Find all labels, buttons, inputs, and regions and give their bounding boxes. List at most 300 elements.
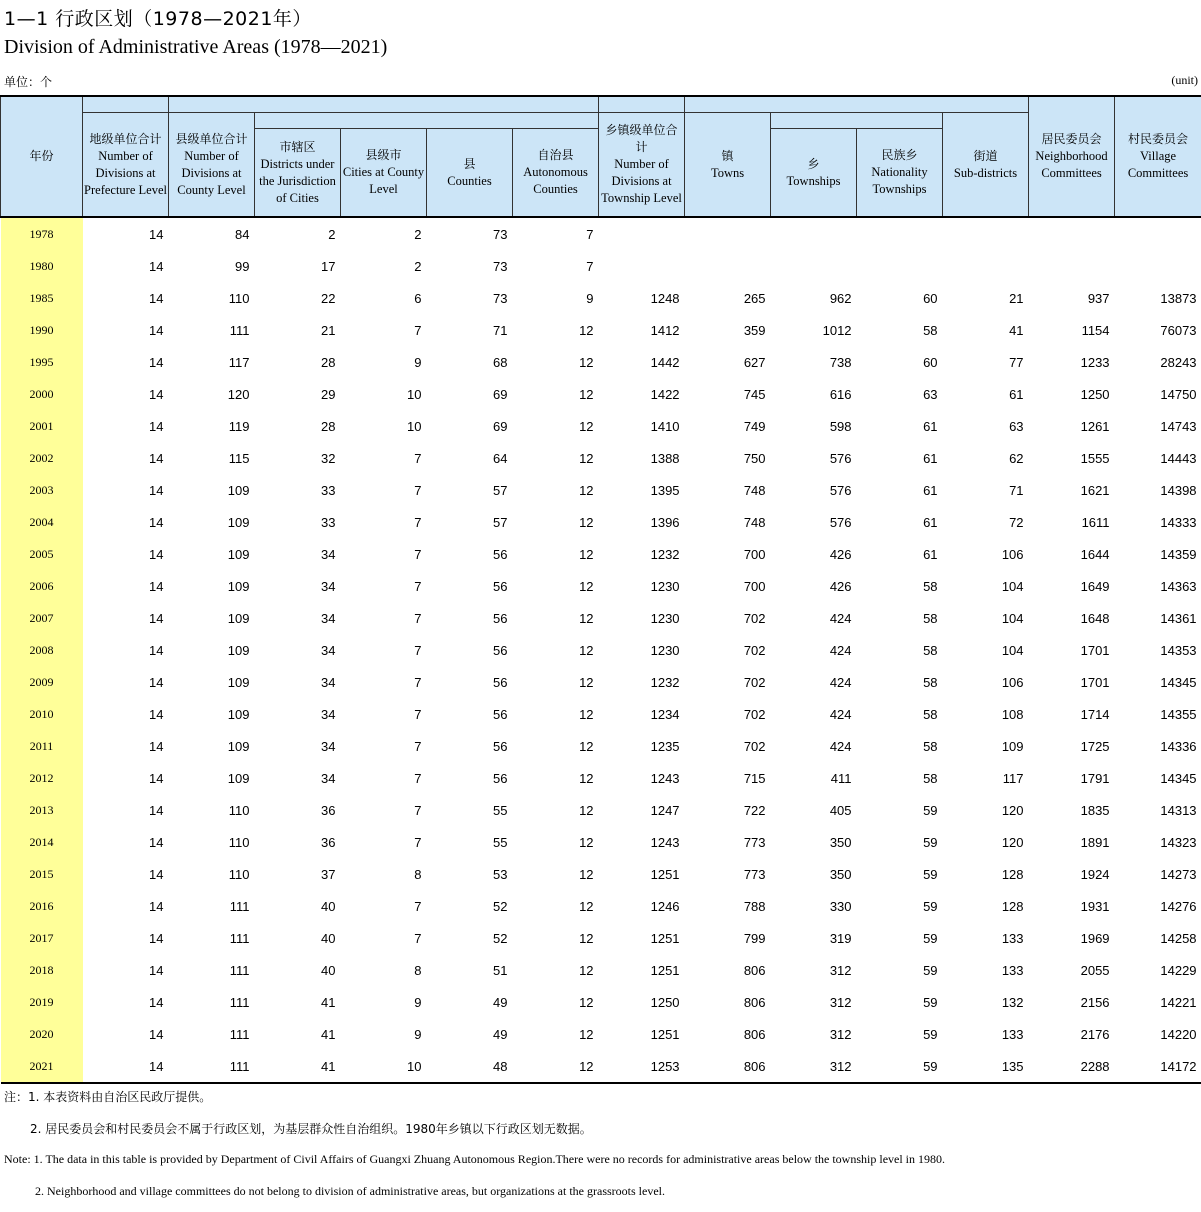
value-cell: 12 xyxy=(579,770,594,786)
unit-label-cn: 单位：个 xyxy=(4,75,53,89)
value-cell: 10 xyxy=(407,418,422,434)
header-nationality: 民族乡 Nationality Townships xyxy=(857,129,943,218)
value-cell: 61 xyxy=(1009,386,1024,402)
value-cell xyxy=(943,217,1029,250)
value-cell: 2 xyxy=(414,258,422,274)
value-cell: 7 xyxy=(414,930,422,946)
value-cell: 8 xyxy=(414,962,422,978)
table-row xyxy=(1,570,1201,602)
year-cell: 1980 xyxy=(1,250,83,282)
value-cell xyxy=(599,250,685,282)
value-cell: 424 xyxy=(829,674,852,690)
table-row xyxy=(1,634,1201,666)
table-row xyxy=(1,762,1201,794)
value-cell: 702 xyxy=(743,674,766,690)
value-cell: 1701 xyxy=(1080,674,1110,690)
value-cell: 1253 xyxy=(599,1050,685,1083)
value-cell xyxy=(685,217,771,250)
table-row xyxy=(1,217,1201,250)
year-cell: 2020 xyxy=(1,1018,83,1050)
value-cell: 14333 xyxy=(1160,514,1197,530)
value-cell: 1891 xyxy=(1080,834,1110,850)
value-cell: 60 xyxy=(923,354,938,370)
value-cell: 12 xyxy=(579,642,594,658)
value-cell: 1924 xyxy=(1080,866,1110,882)
year-cell: 2013 xyxy=(1,794,83,826)
value-cell: 111 xyxy=(169,1050,255,1083)
value-cell: 109 xyxy=(1001,738,1024,754)
value-cell: 7 xyxy=(414,770,422,786)
year-cell: 2003 xyxy=(1,474,83,506)
value-cell: 58 xyxy=(923,770,938,786)
year-cell: 1990 xyxy=(1,314,83,346)
value-cell: 12 xyxy=(579,866,594,882)
value-cell: 10 xyxy=(407,386,422,402)
value-cell: 745 xyxy=(743,386,766,402)
value-cell: 49 xyxy=(493,1026,508,1042)
table-row xyxy=(1,314,1201,346)
value-cell: 1247 xyxy=(650,802,680,818)
value-cell: 1230 xyxy=(650,642,680,658)
value-cell: 14355 xyxy=(1160,706,1197,722)
value-cell: 59 xyxy=(923,866,938,882)
value-cell: 7 xyxy=(586,258,594,274)
note-en-1: Note: 1. The data in this table is provided by Department of Civil Affairs of Guangxi Zhuang Autonomous Region.There were no records for administrative areas below the township level in 1980. xyxy=(4,1152,946,1166)
value-cell: 265 xyxy=(743,290,766,306)
value-cell: 14172 xyxy=(1115,1050,1201,1083)
table-row xyxy=(1,986,1201,1018)
value-cell: 56 xyxy=(493,706,508,722)
table-row xyxy=(1,602,1201,634)
year-cell: 1985 xyxy=(1,282,83,314)
value-cell: 34 xyxy=(321,578,336,594)
value-cell: 6 xyxy=(414,290,422,306)
value-cell: 700 xyxy=(743,578,766,594)
value-cell: 111 xyxy=(229,962,250,978)
value-cell: 40 xyxy=(321,930,336,946)
value-cell: 33 xyxy=(321,482,336,498)
value-cell: 133 xyxy=(1001,962,1024,978)
header-subdistricts: 街道 Sub-districts xyxy=(943,113,1029,218)
value-cell: 14 xyxy=(83,1050,169,1083)
value-cell: 12 xyxy=(579,514,594,530)
value-cell: 34 xyxy=(321,674,336,690)
value-cell: 1555 xyxy=(1080,450,1110,466)
value-cell: 28243 xyxy=(1160,354,1197,370)
value-cell: 61 xyxy=(923,546,938,562)
value-cell: 1251 xyxy=(650,866,680,882)
value-cell: 7 xyxy=(414,834,422,850)
value-cell: 700 xyxy=(743,546,766,562)
value-cell: 962 xyxy=(829,290,852,306)
value-cell: 14 xyxy=(149,866,164,882)
value-cell: 14363 xyxy=(1160,578,1197,594)
value-cell: 702 xyxy=(743,610,766,626)
value-cell: 21 xyxy=(321,322,336,338)
value-cell: 110 xyxy=(228,802,250,818)
value-cell: 1969 xyxy=(1080,930,1110,946)
value-cell: 319 xyxy=(829,930,852,946)
value-cell xyxy=(771,217,857,250)
value-cell: 61 xyxy=(923,482,938,498)
value-cell: 10 xyxy=(341,1050,427,1083)
value-cell: 111 xyxy=(229,898,250,914)
value-cell: 84 xyxy=(169,217,255,250)
value-cell: 7 xyxy=(414,322,422,338)
value-cell xyxy=(857,250,943,282)
value-cell: 1243 xyxy=(650,770,680,786)
value-cell: 12 xyxy=(579,1026,594,1042)
value-cell: 1388 xyxy=(650,450,680,466)
value-cell: 73 xyxy=(493,258,508,274)
value-cell: 104 xyxy=(1001,578,1024,594)
value-cell: 49 xyxy=(493,994,508,1010)
value-cell: 1648 xyxy=(1080,610,1110,626)
value-cell: 1725 xyxy=(1080,738,1110,754)
value-cell: 7 xyxy=(513,217,599,250)
value-cell: 128 xyxy=(1001,866,1024,882)
value-cell: 28 xyxy=(321,354,336,370)
value-cell: 1232 xyxy=(650,546,680,562)
value-cell: 72 xyxy=(1009,514,1024,530)
year-cell: 2015 xyxy=(1,858,83,890)
value-cell: 576 xyxy=(829,482,852,498)
value-cell: 58 xyxy=(923,610,938,626)
value-cell: 12 xyxy=(579,802,594,818)
value-cell: 14 xyxy=(149,450,164,466)
value-cell: 58 xyxy=(923,642,938,658)
value-cell: 14 xyxy=(149,610,164,626)
value-cell: 59 xyxy=(923,834,938,850)
value-cell: 8 xyxy=(414,866,422,882)
value-cell: 1701 xyxy=(1080,642,1110,658)
value-cell: 806 xyxy=(743,994,766,1010)
value-cell: 109 xyxy=(227,674,250,690)
value-cell: 33 xyxy=(321,514,336,530)
value-cell: 14 xyxy=(149,994,164,1010)
value-cell: 14 xyxy=(149,930,164,946)
value-cell: 77 xyxy=(1009,354,1024,370)
value-cell: 61 xyxy=(923,450,938,466)
value-cell: 59 xyxy=(923,994,938,1010)
value-cell: 14 xyxy=(149,578,164,594)
value-cell: 773 xyxy=(743,834,766,850)
year-cell: 2018 xyxy=(1,954,83,986)
value-cell: 2176 xyxy=(1080,1026,1110,1042)
value-cell: 806 xyxy=(685,1050,771,1083)
value-cell: 1442 xyxy=(650,354,680,370)
value-cell: 1396 xyxy=(650,514,680,530)
value-cell xyxy=(857,217,943,250)
value-cell: 109 xyxy=(227,514,250,530)
value-cell: 14 xyxy=(149,802,164,818)
value-cell: 12 xyxy=(579,834,594,850)
admin-division-table xyxy=(0,95,1201,1084)
year-cell: 2005 xyxy=(1,538,83,570)
value-cell: 702 xyxy=(743,738,766,754)
value-cell: 1230 xyxy=(650,578,680,594)
value-cell: 109 xyxy=(227,482,250,498)
table-row xyxy=(1,346,1201,378)
value-cell: 2055 xyxy=(1080,962,1110,978)
value-cell xyxy=(1029,217,1115,250)
value-cell xyxy=(685,250,771,282)
value-cell: 111 xyxy=(229,994,250,1010)
value-cell: 14359 xyxy=(1160,546,1197,562)
value-cell: 62 xyxy=(1009,450,1024,466)
value-cell: 7 xyxy=(414,738,422,754)
value-cell: 110 xyxy=(228,290,250,306)
table-row xyxy=(1,538,1201,570)
value-cell: 14220 xyxy=(1160,1026,1197,1042)
value-cell: 1791 xyxy=(1080,770,1110,786)
value-cell: 14 xyxy=(149,322,164,338)
value-cell: 34 xyxy=(321,610,336,626)
value-cell: 120 xyxy=(1001,802,1024,818)
value-cell: 1261 xyxy=(1080,418,1110,434)
value-cell: 109 xyxy=(227,546,250,562)
value-cell: 14 xyxy=(149,546,164,562)
value-cell: 1649 xyxy=(1080,578,1110,594)
value-cell: 1412 xyxy=(650,322,680,338)
table-row xyxy=(1,1018,1201,1050)
value-cell: 1250 xyxy=(650,994,680,1010)
value-cell: 111 xyxy=(229,322,250,338)
value-cell: 14276 xyxy=(1160,898,1197,914)
value-cell: 106 xyxy=(1001,546,1024,562)
value-cell: 748 xyxy=(743,482,766,498)
value-cell: 598 xyxy=(829,418,852,434)
year-cell: 2004 xyxy=(1,506,83,538)
value-cell: 1248 xyxy=(650,290,680,306)
value-cell: 14 xyxy=(149,386,164,402)
value-cell: 14345 xyxy=(1160,674,1197,690)
value-cell: 41 xyxy=(321,994,336,1010)
value-cell: 59 xyxy=(857,1050,943,1083)
table-row xyxy=(1,954,1201,986)
year-cell: 1995 xyxy=(1,346,83,378)
value-cell: 13873 xyxy=(1160,290,1197,306)
value-cell: 34 xyxy=(321,770,336,786)
value-cell: 14443 xyxy=(1160,450,1197,466)
value-cell: 14 xyxy=(149,290,164,306)
value-cell: 1234 xyxy=(650,706,680,722)
value-cell: 109 xyxy=(227,642,250,658)
value-cell: 32 xyxy=(321,450,336,466)
value-cell: 120 xyxy=(1001,834,1024,850)
unit-label-en: (unit) xyxy=(1171,73,1198,87)
value-cell: 1644 xyxy=(1080,546,1110,562)
value-cell: 14353 xyxy=(1160,642,1197,658)
value-cell: 14 xyxy=(149,738,164,754)
value-cell: 702 xyxy=(743,642,766,658)
value-cell: 9 xyxy=(414,1026,422,1042)
table-row xyxy=(1,378,1201,410)
value-cell: 61 xyxy=(923,514,938,530)
value-cell: 17 xyxy=(321,258,336,274)
value-cell: 14 xyxy=(149,354,164,370)
header-cities: 县级市 Cities at County Level xyxy=(341,129,427,218)
value-cell xyxy=(1115,250,1201,282)
value-cell: 576 xyxy=(829,514,852,530)
value-cell: 411 xyxy=(830,770,852,786)
value-cell: 34 xyxy=(321,546,336,562)
value-cell: 14 xyxy=(149,674,164,690)
year-cell: 2012 xyxy=(1,762,83,794)
value-cell: 22 xyxy=(321,290,336,306)
value-cell: 12 xyxy=(579,482,594,498)
value-cell: 64 xyxy=(493,450,508,466)
value-cell: 56 xyxy=(493,674,508,690)
year-cell: 2010 xyxy=(1,698,83,730)
header-towns: 镇 Towns xyxy=(685,113,771,218)
year-cell: 2016 xyxy=(1,890,83,922)
table-row xyxy=(1,442,1201,474)
value-cell: 9 xyxy=(586,290,594,306)
table-body xyxy=(1,217,1201,1083)
value-cell: 110 xyxy=(228,866,250,882)
value-cell: 1243 xyxy=(650,834,680,850)
value-cell: 426 xyxy=(829,578,852,594)
value-cell: 12 xyxy=(579,578,594,594)
year-cell: 2006 xyxy=(1,570,83,602)
value-cell: 750 xyxy=(743,450,766,466)
value-cell: 702 xyxy=(743,706,766,722)
value-cell: 12 xyxy=(579,706,594,722)
value-cell: 59 xyxy=(923,962,938,978)
value-cell: 14 xyxy=(149,770,164,786)
value-cell: 55 xyxy=(493,802,508,818)
value-cell: 14 xyxy=(149,962,164,978)
value-cell: 56 xyxy=(493,738,508,754)
table-row xyxy=(1,282,1201,314)
year-cell: 2001 xyxy=(1,410,83,442)
value-cell: 14 xyxy=(149,642,164,658)
value-cell: 14273 xyxy=(1160,866,1197,882)
value-cell: 109 xyxy=(227,610,250,626)
header-counties: 县 Counties xyxy=(427,129,513,218)
value-cell: 111 xyxy=(229,930,250,946)
value-cell: 14323 xyxy=(1160,834,1197,850)
value-cell: 14 xyxy=(149,258,164,274)
value-cell: 715 xyxy=(743,770,766,786)
header-districts: 市辖区 Districts under the Jurisdiction of Cities xyxy=(255,129,341,218)
value-cell: 104 xyxy=(1001,610,1024,626)
value-cell: 7 xyxy=(414,674,422,690)
value-cell: 36 xyxy=(321,802,336,818)
value-cell: 14361 xyxy=(1160,610,1197,626)
value-cell: 99 xyxy=(235,258,250,274)
value-cell: 2156 xyxy=(1080,994,1110,1010)
value-cell: 14229 xyxy=(1160,962,1197,978)
year-cell: 2008 xyxy=(1,634,83,666)
table-row xyxy=(1,890,1201,922)
value-cell: 312 xyxy=(771,1050,857,1083)
value-cell xyxy=(771,250,857,282)
value-cell: 14 xyxy=(149,418,164,434)
value-cell: 109 xyxy=(227,578,250,594)
value-cell: 1154 xyxy=(1081,322,1110,338)
value-cell: 56 xyxy=(493,770,508,786)
value-cell: 426 xyxy=(829,546,852,562)
value-cell: 108 xyxy=(1001,706,1024,722)
value-cell: 69 xyxy=(493,418,508,434)
value-cell: 51 xyxy=(493,962,508,978)
value-cell: 806 xyxy=(743,1026,766,1042)
header-autonomous: 自治县 Autonomous Counties xyxy=(513,129,599,218)
value-cell: 56 xyxy=(493,642,508,658)
table-row xyxy=(1,1050,1201,1083)
value-cell: 58 xyxy=(923,674,938,690)
value-cell: 71 xyxy=(1009,482,1024,498)
value-cell: 58 xyxy=(923,738,938,754)
value-cell: 1250 xyxy=(1080,386,1110,402)
value-cell: 55 xyxy=(493,834,508,850)
value-cell: 14 xyxy=(149,706,164,722)
value-cell: 117 xyxy=(228,354,250,370)
value-cell: 111 xyxy=(229,1026,250,1042)
table-row xyxy=(1,922,1201,954)
value-cell: 41 xyxy=(1009,322,1024,338)
value-cell: 109 xyxy=(227,706,250,722)
value-cell: 52 xyxy=(493,898,508,914)
value-cell: 424 xyxy=(829,642,852,658)
value-cell xyxy=(1115,217,1201,250)
year-cell: 1978 xyxy=(1,217,83,250)
value-cell: 40 xyxy=(321,962,336,978)
table-row xyxy=(1,506,1201,538)
value-cell: 1251 xyxy=(650,930,680,946)
header-townships: 乡 Townships xyxy=(771,129,857,218)
value-cell: 56 xyxy=(493,546,508,562)
value-cell: 59 xyxy=(923,802,938,818)
year-cell: 2017 xyxy=(1,922,83,954)
value-cell: 68 xyxy=(493,354,508,370)
value-cell: 1235 xyxy=(650,738,680,754)
value-cell: 37 xyxy=(321,866,336,882)
value-cell: 738 xyxy=(829,354,852,370)
value-cell: 806 xyxy=(743,962,766,978)
value-cell: 7 xyxy=(414,802,422,818)
value-cell: 117 xyxy=(1002,770,1024,786)
value-cell: 1230 xyxy=(650,610,680,626)
value-cell: 14750 xyxy=(1160,386,1197,402)
value-cell: 7 xyxy=(414,450,422,466)
note-cn-1: 注：1. 本表资料由自治区民政厅提供。 xyxy=(4,1090,212,1104)
value-cell: 40 xyxy=(321,898,336,914)
header-prefecture: 地级单位合计 Number of Divisions at Prefecture Level xyxy=(83,113,169,218)
value-cell: 9 xyxy=(414,994,422,1010)
value-cell: 12 xyxy=(579,962,594,978)
value-cell: 424 xyxy=(829,706,852,722)
page-title-en: Division of Administrative Areas (1978—2021) xyxy=(4,36,388,58)
value-cell: 312 xyxy=(829,994,852,1010)
value-cell: 29 xyxy=(321,386,336,402)
value-cell: 1251 xyxy=(650,962,680,978)
value-cell: 14345 xyxy=(1160,770,1197,786)
value-cell: 135 xyxy=(943,1050,1029,1083)
value-cell: 7 xyxy=(414,578,422,594)
value-cell: 12 xyxy=(579,322,594,338)
value-cell: 749 xyxy=(743,418,766,434)
value-cell: 350 xyxy=(829,866,852,882)
value-cell: 14 xyxy=(83,217,169,250)
value-cell: 1251 xyxy=(650,1026,680,1042)
value-cell: 12 xyxy=(579,546,594,562)
value-cell: 12 xyxy=(579,610,594,626)
value-cell: 69 xyxy=(493,386,508,402)
value-cell: 120 xyxy=(227,386,250,402)
